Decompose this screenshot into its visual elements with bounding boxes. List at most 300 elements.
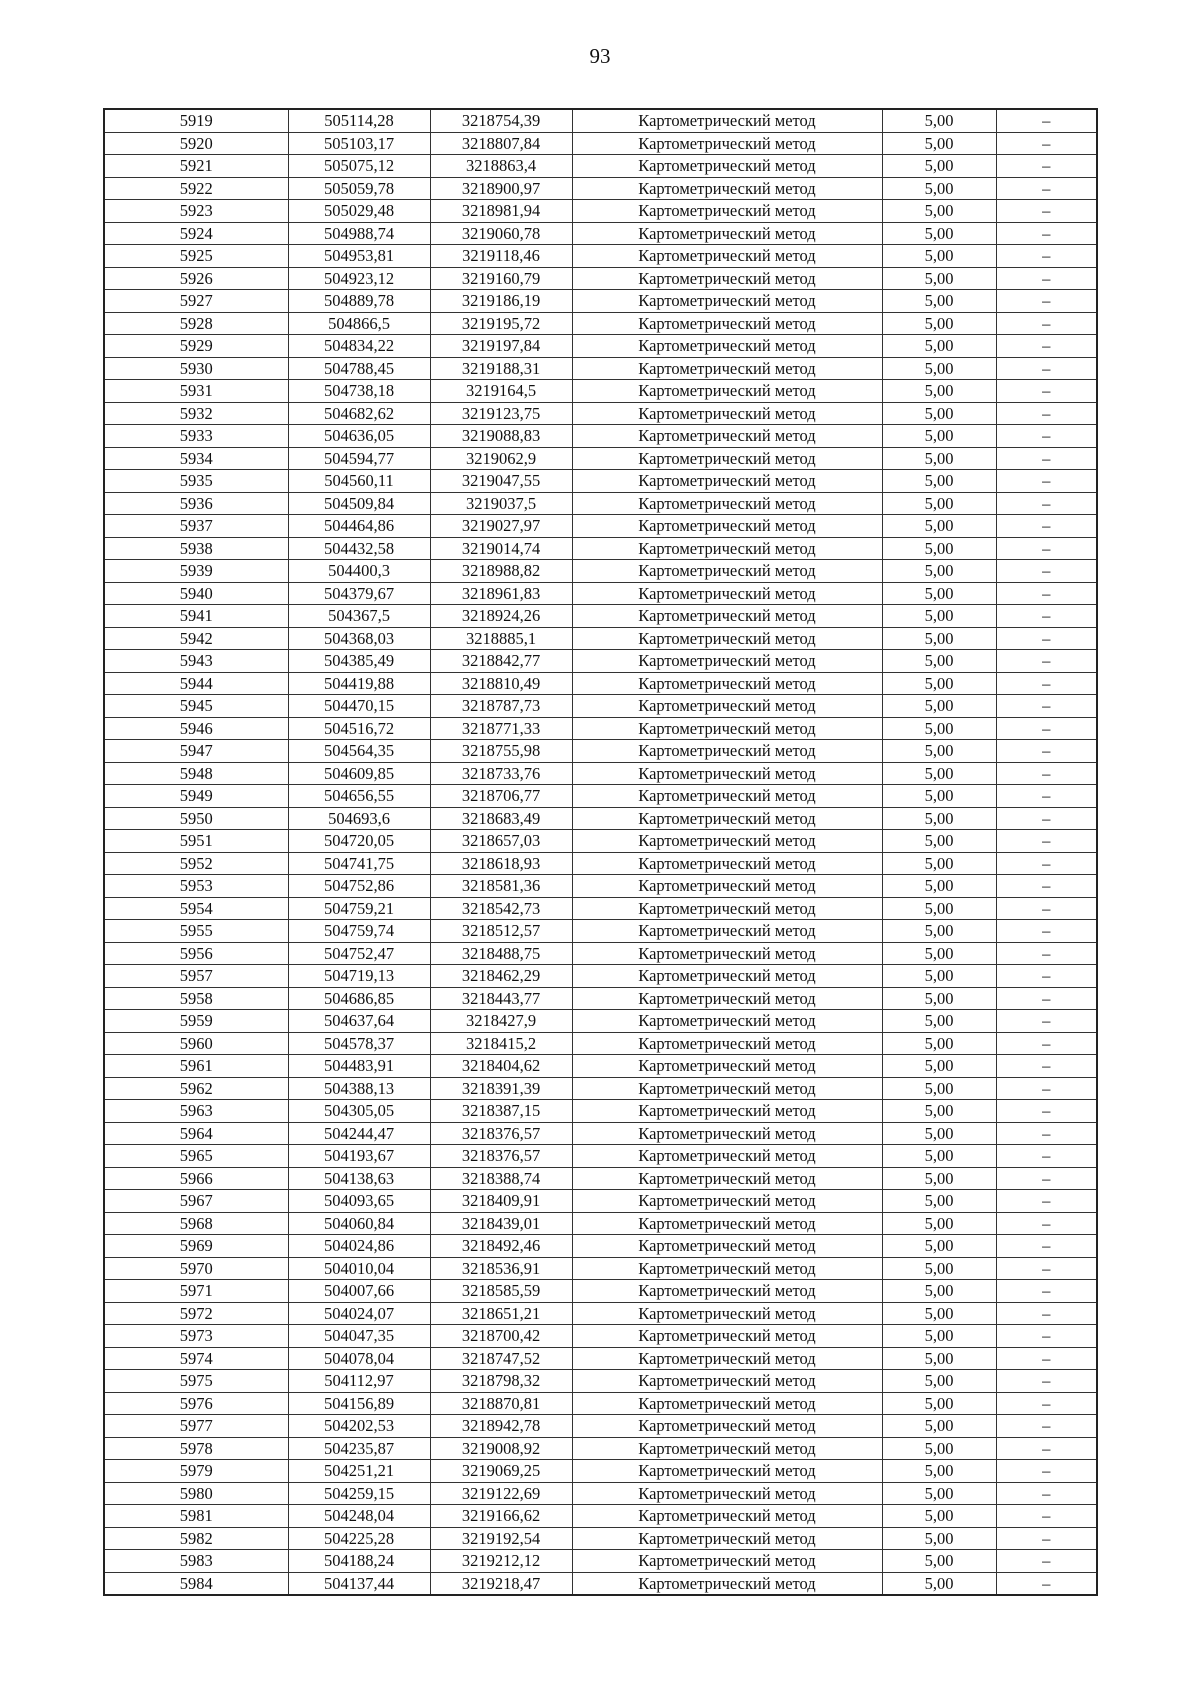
y-coordinate-cell: 3219014,74: [430, 537, 572, 560]
table-row: [104, 1325, 1097, 1348]
method-cell: Картометрический метод: [572, 1122, 882, 1145]
point-number-cell: 5967: [104, 1190, 288, 1213]
table-row: [104, 402, 1097, 425]
description-cell: –: [996, 1415, 1097, 1438]
method-cell: Картометрический метод: [572, 762, 882, 785]
y-coordinate-cell: 3218870,81: [430, 1392, 572, 1415]
table-row: [104, 1145, 1097, 1168]
accuracy-cell: 5,00: [882, 1167, 996, 1190]
point-number-cell: 5929: [104, 335, 288, 358]
x-coordinate-cell: 504686,85: [288, 987, 430, 1010]
method-cell: Картометрический метод: [572, 1212, 882, 1235]
accuracy-cell: 5,00: [882, 537, 996, 560]
y-coordinate-cell: 3218651,21: [430, 1302, 572, 1325]
accuracy-cell: 5,00: [882, 582, 996, 605]
point-number-cell: 5982: [104, 1527, 288, 1550]
y-coordinate-cell: 3218581,36: [430, 875, 572, 898]
table-row: [104, 987, 1097, 1010]
x-coordinate-cell: 505075,12: [288, 155, 430, 178]
table-row: [104, 875, 1097, 898]
method-cell: Картометрический метод: [572, 897, 882, 920]
x-coordinate-cell: 504305,05: [288, 1100, 430, 1123]
x-coordinate-cell: 504564,35: [288, 740, 430, 763]
method-cell: Картометрический метод: [572, 1257, 882, 1280]
method-cell: Картометрический метод: [572, 830, 882, 853]
y-coordinate-cell: 3219069,25: [430, 1460, 572, 1483]
table-row: [104, 1437, 1097, 1460]
y-coordinate-cell: 3218754,39: [430, 109, 572, 132]
point-number-cell: 5960: [104, 1032, 288, 1055]
table-row: [104, 1235, 1097, 1258]
accuracy-cell: 5,00: [882, 1032, 996, 1055]
table-row: [104, 852, 1097, 875]
description-cell: –: [996, 717, 1097, 740]
point-number-cell: 5984: [104, 1572, 288, 1595]
y-coordinate-cell: 3218988,82: [430, 560, 572, 583]
description-cell: –: [996, 1460, 1097, 1483]
description-cell: –: [996, 1527, 1097, 1550]
y-coordinate-cell: 3219027,97: [430, 515, 572, 538]
y-coordinate-cell: 3219186,19: [430, 290, 572, 313]
table-row: [104, 920, 1097, 943]
accuracy-cell: 5,00: [882, 1302, 996, 1325]
y-coordinate-cell: 3219192,54: [430, 1527, 572, 1550]
point-number-cell: 5946: [104, 717, 288, 740]
description-cell: –: [996, 1280, 1097, 1303]
table-row: [104, 109, 1097, 132]
accuracy-cell: 5,00: [882, 312, 996, 335]
point-number-cell: 5969: [104, 1235, 288, 1258]
accuracy-cell: 5,00: [882, 920, 996, 943]
description-cell: –: [996, 1212, 1097, 1235]
method-cell: Картометрический метод: [572, 965, 882, 988]
method-cell: Картометрический метод: [572, 1437, 882, 1460]
x-coordinate-cell: 504509,84: [288, 492, 430, 515]
point-number-cell: 5975: [104, 1370, 288, 1393]
y-coordinate-cell: 3218747,52: [430, 1347, 572, 1370]
x-coordinate-cell: 505029,48: [288, 200, 430, 223]
accuracy-cell: 5,00: [882, 1460, 996, 1483]
table-row: [104, 357, 1097, 380]
method-cell: Картометрический метод: [572, 785, 882, 808]
accuracy-cell: 5,00: [882, 897, 996, 920]
accuracy-cell: 5,00: [882, 1212, 996, 1235]
description-cell: –: [996, 582, 1097, 605]
y-coordinate-cell: 3218443,77: [430, 987, 572, 1010]
table-row: [104, 537, 1097, 560]
point-number-cell: 5928: [104, 312, 288, 335]
y-coordinate-cell: 3219195,72: [430, 312, 572, 335]
table-row: [104, 1347, 1097, 1370]
description-cell: –: [996, 425, 1097, 448]
y-coordinate-cell: 3218733,76: [430, 762, 572, 785]
description-cell: –: [996, 1235, 1097, 1258]
x-coordinate-cell: 504137,44: [288, 1572, 430, 1595]
description-cell: –: [996, 1190, 1097, 1213]
table-row: [104, 1550, 1097, 1573]
x-coordinate-cell: 504193,67: [288, 1145, 430, 1168]
method-cell: Картометрический метод: [572, 290, 882, 313]
y-coordinate-cell: 3218924,26: [430, 605, 572, 628]
y-coordinate-cell: 3219088,83: [430, 425, 572, 448]
method-cell: Картометрический метод: [572, 987, 882, 1010]
point-number-cell: 5927: [104, 290, 288, 313]
y-coordinate-cell: 3218700,42: [430, 1325, 572, 1348]
x-coordinate-cell: 504752,47: [288, 942, 430, 965]
point-number-cell: 5972: [104, 1302, 288, 1325]
x-coordinate-cell: 504202,53: [288, 1415, 430, 1438]
description-cell: –: [996, 830, 1097, 853]
accuracy-cell: 5,00: [882, 1100, 996, 1123]
description-cell: –: [996, 965, 1097, 988]
description-cell: –: [996, 447, 1097, 470]
x-coordinate-cell: 504385,49: [288, 650, 430, 673]
point-number-cell: 5949: [104, 785, 288, 808]
method-cell: Картометрический метод: [572, 425, 882, 448]
y-coordinate-cell: 3218376,57: [430, 1122, 572, 1145]
table-row: [104, 582, 1097, 605]
x-coordinate-cell: 504156,89: [288, 1392, 430, 1415]
point-number-cell: 5922: [104, 177, 288, 200]
y-coordinate-cell: 3219123,75: [430, 402, 572, 425]
method-cell: Картометрический метод: [572, 650, 882, 673]
table-row: [104, 942, 1097, 965]
description-cell: –: [996, 897, 1097, 920]
accuracy-cell: 5,00: [882, 1145, 996, 1168]
y-coordinate-cell: 3218512,57: [430, 920, 572, 943]
x-coordinate-cell: 504010,04: [288, 1257, 430, 1280]
table-row: [104, 560, 1097, 583]
point-number-cell: 5923: [104, 200, 288, 223]
y-coordinate-cell: 3218488,75: [430, 942, 572, 965]
x-coordinate-cell: 504251,21: [288, 1460, 430, 1483]
method-cell: Картометрический метод: [572, 1055, 882, 1078]
method-cell: Картометрический метод: [572, 1010, 882, 1033]
point-number-cell: 5935: [104, 470, 288, 493]
x-coordinate-cell: 504024,07: [288, 1302, 430, 1325]
x-coordinate-cell: 504738,18: [288, 380, 430, 403]
accuracy-cell: 5,00: [882, 605, 996, 628]
table-row: [104, 1370, 1097, 1393]
method-cell: Картометрический метод: [572, 357, 882, 380]
method-cell: Картометрический метод: [572, 537, 882, 560]
method-cell: Картометрический метод: [572, 560, 882, 583]
y-coordinate-cell: 3218415,2: [430, 1032, 572, 1055]
description-cell: –: [996, 492, 1097, 515]
method-cell: Картометрический метод: [572, 1167, 882, 1190]
description-cell: –: [996, 560, 1097, 583]
accuracy-cell: 5,00: [882, 1527, 996, 1550]
method-cell: Картометрический метод: [572, 1190, 882, 1213]
description-cell: –: [996, 200, 1097, 223]
method-cell: Картометрический метод: [572, 1392, 882, 1415]
table-row: [104, 965, 1097, 988]
y-coordinate-cell: 3218771,33: [430, 717, 572, 740]
description-cell: –: [996, 1100, 1097, 1123]
accuracy-cell: 5,00: [882, 650, 996, 673]
accuracy-cell: 5,00: [882, 785, 996, 808]
method-cell: Картометрический метод: [572, 1280, 882, 1303]
table-row: [104, 1212, 1097, 1235]
x-coordinate-cell: 505059,78: [288, 177, 430, 200]
table-row: [104, 1415, 1097, 1438]
accuracy-cell: 5,00: [882, 447, 996, 470]
table-row: [104, 267, 1097, 290]
point-number-cell: 5977: [104, 1415, 288, 1438]
y-coordinate-cell: 3219188,31: [430, 357, 572, 380]
table-row: [104, 290, 1097, 313]
point-number-cell: 5943: [104, 650, 288, 673]
x-coordinate-cell: 504400,3: [288, 560, 430, 583]
x-coordinate-cell: 504024,86: [288, 1235, 430, 1258]
method-cell: Картометрический метод: [572, 1302, 882, 1325]
x-coordinate-cell: 504923,12: [288, 267, 430, 290]
x-coordinate-cell: 504060,84: [288, 1212, 430, 1235]
point-number-cell: 5983: [104, 1550, 288, 1573]
description-cell: –: [996, 785, 1097, 808]
table-row: [104, 1460, 1097, 1483]
method-cell: Картометрический метод: [572, 267, 882, 290]
y-coordinate-cell: 3219212,12: [430, 1550, 572, 1573]
y-coordinate-cell: 3218391,39: [430, 1077, 572, 1100]
y-coordinate-cell: 3219060,78: [430, 222, 572, 245]
method-cell: Картометрический метод: [572, 335, 882, 358]
point-number-cell: 5964: [104, 1122, 288, 1145]
point-number-cell: 5980: [104, 1482, 288, 1505]
y-coordinate-cell: 3219062,9: [430, 447, 572, 470]
x-coordinate-cell: 504235,87: [288, 1437, 430, 1460]
method-cell: Картометрический метод: [572, 1032, 882, 1055]
table-row: [104, 177, 1097, 200]
y-coordinate-cell: 3219037,5: [430, 492, 572, 515]
description-cell: –: [996, 357, 1097, 380]
table-row: [104, 380, 1097, 403]
method-cell: Картометрический метод: [572, 695, 882, 718]
method-cell: Картометрический метод: [572, 717, 882, 740]
method-cell: Картометрический метод: [572, 380, 882, 403]
x-coordinate-cell: 504432,58: [288, 537, 430, 560]
accuracy-cell: 5,00: [882, 267, 996, 290]
table-row: [104, 1077, 1097, 1100]
accuracy-cell: 5,00: [882, 1077, 996, 1100]
accuracy-cell: 5,00: [882, 1482, 996, 1505]
accuracy-cell: 5,00: [882, 155, 996, 178]
accuracy-cell: 5,00: [882, 1437, 996, 1460]
x-coordinate-cell: 505114,28: [288, 109, 430, 132]
point-number-cell: 5978: [104, 1437, 288, 1460]
method-cell: Картометрический метод: [572, 1145, 882, 1168]
x-coordinate-cell: 504047,35: [288, 1325, 430, 1348]
point-number-cell: 5955: [104, 920, 288, 943]
y-coordinate-cell: 3219122,69: [430, 1482, 572, 1505]
accuracy-cell: 5,00: [882, 177, 996, 200]
method-cell: Картометрический метод: [572, 1527, 882, 1550]
table-row: [104, 1122, 1097, 1145]
y-coordinate-cell: 3219008,92: [430, 1437, 572, 1460]
method-cell: Картометрический метод: [572, 492, 882, 515]
method-cell: Картометрический метод: [572, 245, 882, 268]
point-number-cell: 5945: [104, 695, 288, 718]
method-cell: Картометрический метод: [572, 942, 882, 965]
method-cell: Картометрический метод: [572, 1370, 882, 1393]
table-row: [104, 1280, 1097, 1303]
description-cell: –: [996, 672, 1097, 695]
table-row: [104, 605, 1097, 628]
method-cell: Картометрический метод: [572, 109, 882, 132]
table-row: [104, 1482, 1097, 1505]
description-cell: –: [996, 740, 1097, 763]
description-cell: –: [996, 1482, 1097, 1505]
description-cell: –: [996, 605, 1097, 628]
accuracy-cell: 5,00: [882, 965, 996, 988]
point-number-cell: 5937: [104, 515, 288, 538]
y-coordinate-cell: 3218492,46: [430, 1235, 572, 1258]
accuracy-cell: 5,00: [882, 515, 996, 538]
x-coordinate-cell: 504759,74: [288, 920, 430, 943]
x-coordinate-cell: 504866,5: [288, 312, 430, 335]
point-number-cell: 5926: [104, 267, 288, 290]
method-cell: Картометрический метод: [572, 470, 882, 493]
y-coordinate-cell: 3218618,93: [430, 852, 572, 875]
accuracy-cell: 5,00: [882, 1370, 996, 1393]
y-coordinate-cell: 3218810,49: [430, 672, 572, 695]
point-number-cell: 5938: [104, 537, 288, 560]
table-row: [104, 1032, 1097, 1055]
description-cell: –: [996, 807, 1097, 830]
table-row: [104, 807, 1097, 830]
x-coordinate-cell: 504244,47: [288, 1122, 430, 1145]
x-coordinate-cell: 504720,05: [288, 830, 430, 853]
description-cell: –: [996, 1122, 1097, 1145]
table-row: [104, 740, 1097, 763]
point-number-cell: 5971: [104, 1280, 288, 1303]
y-coordinate-cell: 3219166,62: [430, 1505, 572, 1528]
y-coordinate-cell: 3218706,77: [430, 785, 572, 808]
method-cell: Картометрический метод: [572, 1077, 882, 1100]
accuracy-cell: 5,00: [882, 1392, 996, 1415]
accuracy-cell: 5,00: [882, 380, 996, 403]
description-cell: –: [996, 1347, 1097, 1370]
accuracy-cell: 5,00: [882, 830, 996, 853]
point-number-cell: 5963: [104, 1100, 288, 1123]
point-number-cell: 5976: [104, 1392, 288, 1415]
y-coordinate-cell: 3218942,78: [430, 1415, 572, 1438]
x-coordinate-cell: 504188,24: [288, 1550, 430, 1573]
accuracy-cell: 5,00: [882, 1055, 996, 1078]
method-cell: Картометрический метод: [572, 920, 882, 943]
description-cell: –: [996, 695, 1097, 718]
method-cell: Картометрический метод: [572, 1572, 882, 1595]
y-coordinate-cell: 3219160,79: [430, 267, 572, 290]
accuracy-cell: 5,00: [882, 695, 996, 718]
x-coordinate-cell: 504138,63: [288, 1167, 430, 1190]
table-row: [104, 447, 1097, 470]
description-cell: –: [996, 380, 1097, 403]
description-cell: –: [996, 515, 1097, 538]
x-coordinate-cell: 504834,22: [288, 335, 430, 358]
table-row: [104, 1190, 1097, 1213]
method-cell: Картометрический метод: [572, 1325, 882, 1348]
method-cell: Картометрический метод: [572, 155, 882, 178]
table-row: [104, 515, 1097, 538]
y-coordinate-cell: 3219197,84: [430, 335, 572, 358]
table-row: [104, 245, 1097, 268]
x-coordinate-cell: 504419,88: [288, 672, 430, 695]
point-number-cell: 5924: [104, 222, 288, 245]
accuracy-cell: 5,00: [882, 357, 996, 380]
accuracy-cell: 5,00: [882, 740, 996, 763]
table-row: [104, 155, 1097, 178]
y-coordinate-cell: 3218863,4: [430, 155, 572, 178]
description-cell: –: [996, 312, 1097, 335]
table-row: [104, 672, 1097, 695]
point-number-cell: 5947: [104, 740, 288, 763]
table-row: [104, 1572, 1097, 1595]
method-cell: Картометрический метод: [572, 312, 882, 335]
x-coordinate-cell: 504367,5: [288, 605, 430, 628]
method-cell: Картометрический метод: [572, 875, 882, 898]
accuracy-cell: 5,00: [882, 109, 996, 132]
description-cell: –: [996, 1572, 1097, 1595]
description-cell: –: [996, 1145, 1097, 1168]
description-cell: –: [996, 1032, 1097, 1055]
table-row: [104, 132, 1097, 155]
x-coordinate-cell: 504225,28: [288, 1527, 430, 1550]
point-number-cell: 5930: [104, 357, 288, 380]
method-cell: Картометрический метод: [572, 132, 882, 155]
point-number-cell: 5958: [104, 987, 288, 1010]
accuracy-cell: 5,00: [882, 1010, 996, 1033]
coordinates-table: [103, 108, 1098, 1596]
point-number-cell: 5941: [104, 605, 288, 628]
coordinates-table-body: [104, 109, 1097, 1595]
point-number-cell: 5940: [104, 582, 288, 605]
accuracy-cell: 5,00: [882, 807, 996, 830]
point-number-cell: 5933: [104, 425, 288, 448]
x-coordinate-cell: 504719,13: [288, 965, 430, 988]
table-row: [104, 1257, 1097, 1280]
method-cell: Картометрический метод: [572, 852, 882, 875]
table-row: [104, 717, 1097, 740]
accuracy-cell: 5,00: [882, 1415, 996, 1438]
accuracy-cell: 5,00: [882, 290, 996, 313]
description-cell: –: [996, 290, 1097, 313]
y-coordinate-cell: 3218787,73: [430, 695, 572, 718]
method-cell: Картометрический метод: [572, 1100, 882, 1123]
table-row: [104, 1055, 1097, 1078]
accuracy-cell: 5,00: [882, 1235, 996, 1258]
point-number-cell: 5925: [104, 245, 288, 268]
method-cell: Картометрический метод: [572, 1505, 882, 1528]
method-cell: Картометрический метод: [572, 672, 882, 695]
accuracy-cell: 5,00: [882, 942, 996, 965]
method-cell: Картометрический метод: [572, 605, 882, 628]
point-number-cell: 5932: [104, 402, 288, 425]
description-cell: –: [996, 762, 1097, 785]
point-number-cell: 5931: [104, 380, 288, 403]
description-cell: –: [996, 267, 1097, 290]
description-cell: –: [996, 1077, 1097, 1100]
table-row: [104, 897, 1097, 920]
description-cell: –: [996, 132, 1097, 155]
method-cell: Картометрический метод: [572, 1550, 882, 1573]
y-coordinate-cell: 3219218,47: [430, 1572, 572, 1595]
method-cell: Картометрический метод: [572, 200, 882, 223]
description-cell: –: [996, 987, 1097, 1010]
point-number-cell: 5921: [104, 155, 288, 178]
y-coordinate-cell: 3219118,46: [430, 245, 572, 268]
description-cell: –: [996, 1010, 1097, 1033]
